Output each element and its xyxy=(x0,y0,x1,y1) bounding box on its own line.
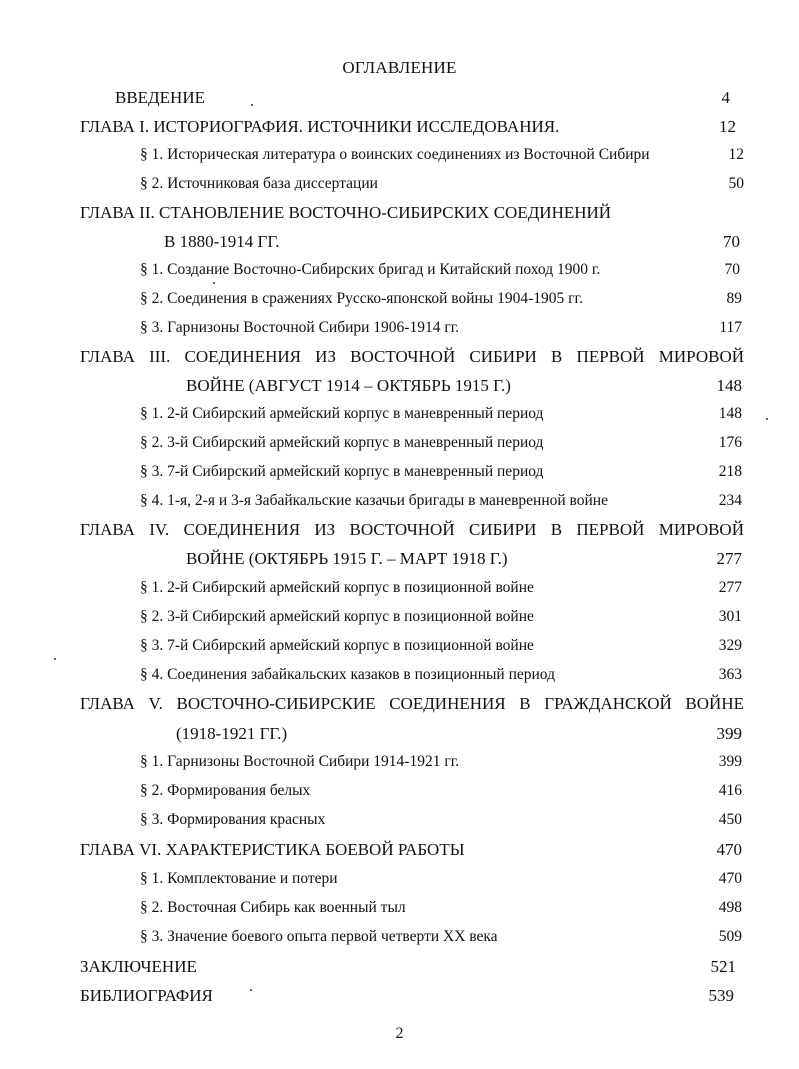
toc-section-page: 498 xyxy=(718,899,742,916)
toc-section xyxy=(0,146,799,166)
toc-section xyxy=(0,175,799,195)
toc-section-page: 277 xyxy=(718,579,742,596)
toc-section-title: § 4. 1-я, 2-я и 3-я Забайкальские казачьи бригады в маневренной войне xyxy=(140,492,608,509)
toc-chapter-page: 12 xyxy=(719,117,736,136)
toc-section xyxy=(0,290,799,310)
toc-section-page: 509 xyxy=(718,928,742,945)
toc-entry-page: 521 xyxy=(710,957,736,976)
toc-section xyxy=(0,492,799,512)
toc-chapter-2 xyxy=(0,203,799,223)
toc-section-title: § 1. 2-й Сибирский армейский корпус в позиционной войне xyxy=(140,579,534,596)
toc-section xyxy=(0,899,799,919)
toc-section-page: 234 xyxy=(718,492,742,509)
toc-section-title: § 1. Гарнизоны Восточной Сибири 1914-1921 гг. xyxy=(140,753,460,770)
toc-chapter-1 xyxy=(0,117,799,137)
toc-section-page: 399 xyxy=(718,753,742,770)
toc-heading: ОГЛАВЛЕНИЕ xyxy=(342,58,457,77)
toc-section-title: § 4. Соединения забайкальских казаков в позиционный период xyxy=(140,666,555,683)
toc-chapter-page: 70 xyxy=(723,232,740,251)
toc-section xyxy=(0,637,799,657)
toc-section-page: 301 xyxy=(718,608,742,625)
toc-section-title: § 2. Восточная Сибирь как военный тыл xyxy=(140,899,406,916)
toc-chapter-title-continued: ВОЙНЕ (АВГУСТ 1914 – ОКТЯБРЬ 1915 Г.) xyxy=(186,376,511,395)
toc-chapter-title-continued: ВОЙНЕ (ОКТЯБРЬ 1915 Г. – МАРТ 1918 Г.) xyxy=(186,549,508,568)
toc-section-title: § 1. Историческая литература о воинских соединениях из Восточной Сибири xyxy=(140,146,650,163)
toc-chapter-2-line2 xyxy=(0,232,799,252)
toc-section-title: § 2. Источниковая база диссертации xyxy=(140,175,378,192)
toc-section-title: § 1. Создание Восточно-Сибирских бригад и Китайский поход 1900 г. xyxy=(140,261,601,278)
toc-chapter-4 xyxy=(80,520,744,540)
toc-section xyxy=(0,608,799,628)
toc-chapter-title: ГЛАВА VI. ХАРАКТЕРИСТИКА БОЕВОЙ РАБОТЫ xyxy=(80,840,465,859)
toc-section-title: § 3. Формирования красных xyxy=(140,811,326,828)
toc-section-page: 470 xyxy=(718,870,742,887)
toc-chapter-title: ГЛАВА III. СОЕДИНЕНИЯ ИЗ ВОСТОЧНОЙ СИБИРИ В ПЕРВОЙ МИРОВОЙ xyxy=(80,347,744,366)
toc-section-title: § 3. 7-й Сибирский армейский корпус в позиционной войне xyxy=(140,637,534,654)
toc-chapter-page: 148 xyxy=(716,376,742,395)
toc-chapter-page: 470 xyxy=(716,840,742,859)
toc-section xyxy=(0,666,799,686)
toc-section-title: § 1. Комплектование и потери xyxy=(140,870,338,887)
toc-section xyxy=(0,870,799,890)
toc-chapter-title-continued: В 1880-1914 ГГ. xyxy=(164,232,280,251)
toc-section-page: 329 xyxy=(718,637,742,654)
toc-section xyxy=(0,261,799,281)
toc-chapter-title: ГЛАВА I. ИСТОРИОГРАФИЯ. ИСТОЧНИКИ ИССЛЕДОВАНИЯ. xyxy=(80,117,560,136)
toc-section xyxy=(0,319,799,339)
scan-speck xyxy=(213,282,215,284)
scan-speck xyxy=(250,989,252,991)
toc-chapter-5 xyxy=(80,694,744,714)
toc-chapter-title: ГЛАВА V. ВОСТОЧНО-СИБИРСКИЕ СОЕДИНЕНИЯ В ГРАЖДАНСКОЙ ВОЙНЕ xyxy=(80,694,744,713)
toc-chapter-title: ГЛАВА IV. СОЕДИНЕНИЯ ИЗ ВОСТОЧНОЙ СИБИРИ В ПЕРВОЙ МИРОВОЙ xyxy=(80,520,744,539)
toc-section xyxy=(0,811,799,831)
toc-entry-title: ЗАКЛЮЧЕНИЕ xyxy=(80,957,197,976)
toc-entry-bibliography xyxy=(0,986,799,1006)
toc-section-page: 148 xyxy=(718,405,742,422)
toc-section-page: 416 xyxy=(718,782,742,799)
toc-chapter-3 xyxy=(80,347,744,367)
toc-chapter-5-line2 xyxy=(0,724,799,744)
toc-entry-conclusion xyxy=(0,957,799,977)
toc-chapter-page: 277 xyxy=(716,549,742,568)
toc-chapter-4-line2 xyxy=(0,549,799,569)
toc-chapter-page: 399 xyxy=(716,724,742,743)
toc-section-page: 70 xyxy=(724,261,740,278)
toc-section-page: 89 xyxy=(726,290,742,307)
toc-section xyxy=(0,579,799,599)
toc-section-title: § 3. Значение боевого опыта первой четверти XX века xyxy=(140,928,498,945)
toc-section-page: 218 xyxy=(718,463,742,480)
toc-section-title: § 3. 7-й Сибирский армейский корпус в маневренный период xyxy=(140,463,544,480)
toc-section xyxy=(0,434,799,454)
toc-section-title: § 2. 3-й Сибирский армейский корпус в позиционной войне xyxy=(140,608,534,625)
toc-section-page: 450 xyxy=(718,811,742,828)
toc-entry-page: 539 xyxy=(708,986,734,1005)
toc-section xyxy=(0,405,799,425)
toc-chapter-3-line2 xyxy=(0,376,799,396)
toc-section-title: § 2. Соединения в сражениях Русско-японской войны 1904-1905 гг. xyxy=(140,290,583,307)
page-number: 2 xyxy=(395,1025,404,1042)
toc-section-page: 50 xyxy=(728,175,744,192)
scan-speck xyxy=(766,418,768,420)
toc-entry-title: ВВЕДЕНИЕ xyxy=(115,88,205,107)
toc-section-page: 363 xyxy=(718,666,742,683)
toc-chapter-title: ГЛАВА II. СТАНОВЛЕНИЕ ВОСТОЧНО-СИБИРСКИХ СОЕДИНЕНИЙ xyxy=(80,203,612,222)
toc-section-page: 12 xyxy=(728,146,744,163)
toc-section xyxy=(0,782,799,802)
toc-section xyxy=(0,463,799,483)
toc-entry-title: БИБЛИОГРАФИЯ xyxy=(80,986,213,1005)
toc-chapter-title-continued: (1918-1921 ГГ.) xyxy=(176,724,288,743)
toc-section xyxy=(0,928,799,948)
scan-speck xyxy=(251,104,253,106)
toc-section-title: § 2. 3-й Сибирский армейский корпус в маневренный период xyxy=(140,434,544,451)
toc-section-title: § 2. Формирования белых xyxy=(140,782,311,799)
toc-section-page: 117 xyxy=(719,319,742,336)
scan-speck xyxy=(54,658,56,660)
toc-section-title: § 3. Гарнизоны Восточной Сибири 1906-1914 гг. xyxy=(140,319,460,336)
toc-entry-intro xyxy=(0,88,799,108)
toc-entry-page: 4 xyxy=(721,88,730,107)
toc-section-page: 176 xyxy=(718,434,742,451)
toc-section-title: § 1. 2-й Сибирский армейский корпус в маневренный период xyxy=(140,405,544,422)
toc-chapter-6 xyxy=(0,840,799,860)
toc-section xyxy=(0,753,799,773)
